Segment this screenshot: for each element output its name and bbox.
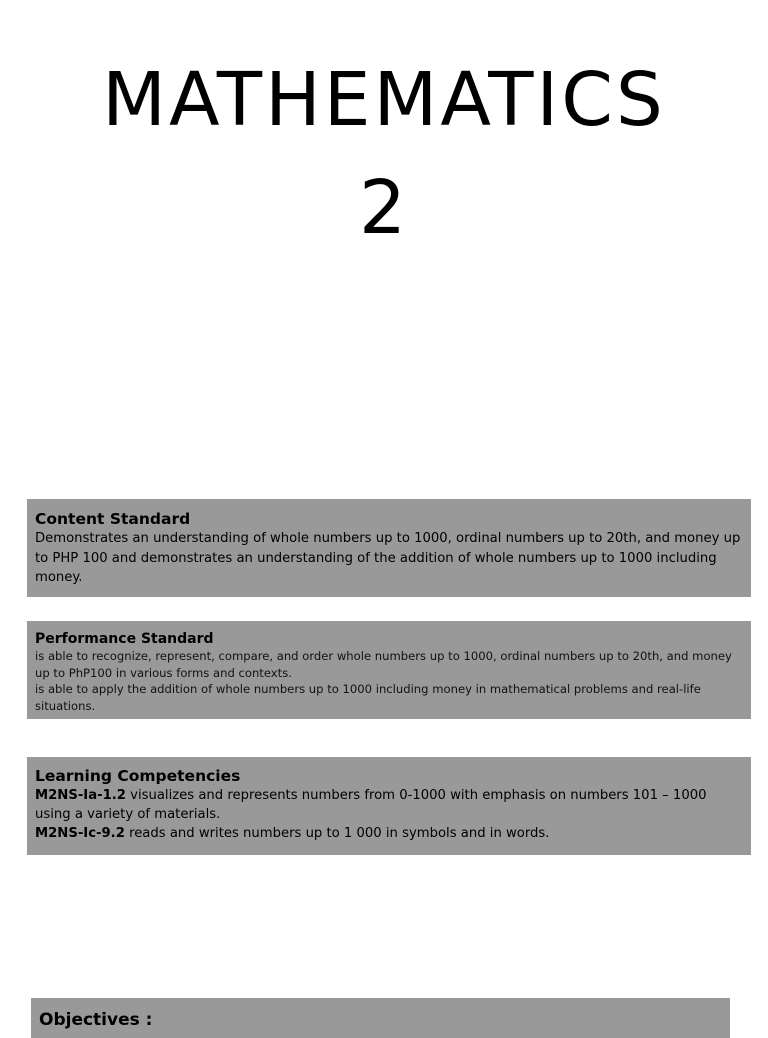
objectives-heading: Objectives : — [39, 1010, 153, 1030]
learning-competencies-heading: Learning Competencies — [35, 767, 241, 785]
content-standard-heading: Content Standard — [35, 510, 191, 528]
competency-item — [35, 824, 743, 843]
objectives-box — [31, 998, 730, 1038]
grade-number: 2 — [358, 165, 410, 251]
content-standard-text: Demonstrates an understanding of whole numbers up to 1000, ordinal numbers up to 20th, and money up to PHP 100 and demonstrates an understanding of the addition of whole numbers up to 1000 including money. — [35, 531, 741, 585]
performance-standard-line: is able to recognize, represent, compare, and order whole numbers up to 1000, ordinal numbers up to 20th, and money up to PhP100 in various forms and contexts. — [35, 649, 732, 680]
performance-standard-line: is able to apply the addition of whole numbers up to 1000 including money in mathematical problems and real-life situations. — [35, 682, 701, 713]
performance-standard-heading: Performance Standard — [35, 631, 214, 647]
competency-code: M2NS-Ia-1.2 — [35, 788, 126, 803]
competency-text: reads and writes numbers up to 1 000 in symbols and in words. — [124, 826, 550, 841]
competency-item — [35, 786, 743, 824]
competency-text: visualizes and represents numbers from 0-1000 with emphasis on numbers 101 – 1000 using a variety of materials. — [35, 788, 707, 822]
page-title: MATHEMATICS — [102, 57, 666, 143]
competency-code: M2NS-Ic-9.2 — [35, 826, 125, 841]
performance-standard-box — [27, 621, 751, 719]
content-standard-box — [27, 499, 751, 597]
learning-competencies-box — [27, 757, 751, 855]
